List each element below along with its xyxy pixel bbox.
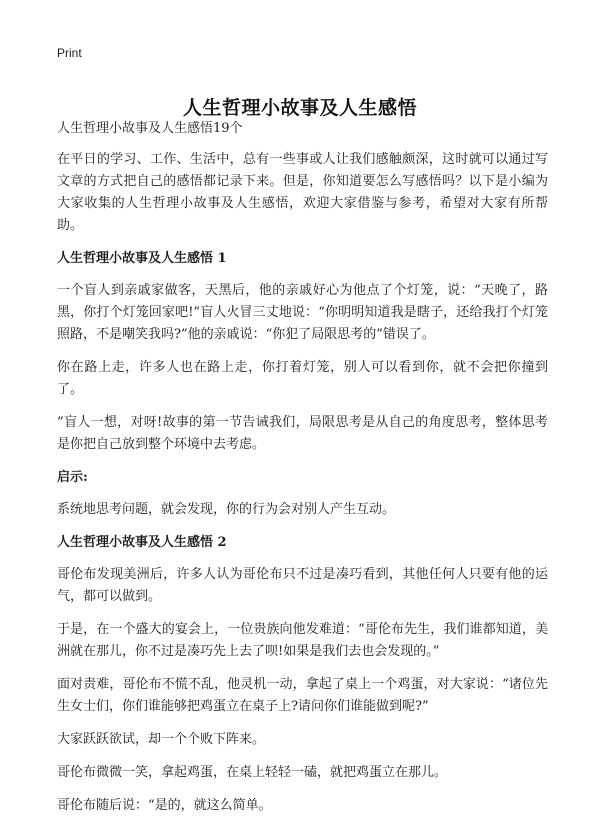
story1-paragraph-2: 你在路上走，许多人也在路上走，你打着灯笼，别人可以看到你，就不会把你撞到了。 — [57, 360, 548, 397]
intro-paragraph: 在平日的学习、工作、生活中，总有一些事或人让我们感触颇深，这时就可以通过写文章的方式把自己的感悟都记录下来。但是，你知道要怎么写感悟吗？以下是小编为大家收集的人生哲理小故事及人生感悟，欢迎大家借鉴与参考，希望对大家有所帮助。 — [57, 152, 548, 233]
story1-paragraph-3: ”盲人一想，对呀!故事的第一节告诫我们，局限思考是从自己的角度思考，整体思考是你把自己放到整个环境中去考虑。 — [57, 415, 548, 452]
insight-paragraph: 系统地思考问题，就会发现，你的行为会对别人产生互动。 — [57, 502, 396, 517]
story2-paragraph-2: 于是，在一个盛大的宴会上，一位贵族向他发难道：“哥伦布先生，我们谁都知道，美洲就在那儿，你不过是凑巧先上去了呗!如果是我们去也会发现的。” — [57, 622, 548, 659]
story2-paragraph-4: 大家跃跃欲试，却一个个败下阵来。 — [57, 732, 266, 747]
section-heading-2: 人生哲理小故事及人生感悟 2 — [57, 535, 227, 550]
article-body — [57, 118, 548, 828]
print-label: Print — [57, 46, 82, 60]
section-heading-insight: 启示: — [57, 470, 88, 485]
page-title: 人生哲理小故事及人生感悟 — [182, 96, 417, 119]
section-heading-1: 人生哲理小故事及人生感悟 1 — [57, 251, 227, 266]
story2-paragraph-1: 哥伦布发现美洲后，许多人认为哥伦布只不过是凑巧看到，其他任何人只要有他的运气，都可以做到。 — [57, 567, 548, 604]
article-subtitle: 人生哲理小故事及人生感悟19个 — [57, 121, 243, 136]
story2-paragraph-5: 哥伦布微微一笑，拿起鸡蛋，在桌上轻轻一磕，就把鸡蛋立在那儿。 — [57, 765, 448, 780]
story2-paragraph-3: 面对责难，哥伦布不慌不乱，他灵机一动，拿起了桌上一个鸡蛋，对大家说：“诸位先生女士们，你们谁能够把鸡蛋立在桌子上?请问你们谁能做到呢?” — [57, 677, 548, 714]
story1-paragraph-1: 一个盲人到亲戚家做客，天黑后，他的亲戚好心为他点了个灯笼，说：“天晚了，路黑，你打个灯笼回家吧!”盲人火冒三丈地说：“你明明知道我是瞎子，还给我打个灯笼照路，不是嘲笑我吗?”他的亲戚说：“你犯了局限思考的”错误了。 — [57, 283, 548, 342]
story2-paragraph-6: 哥伦布随后说：“是的，就这么简单。 — [57, 798, 272, 813]
